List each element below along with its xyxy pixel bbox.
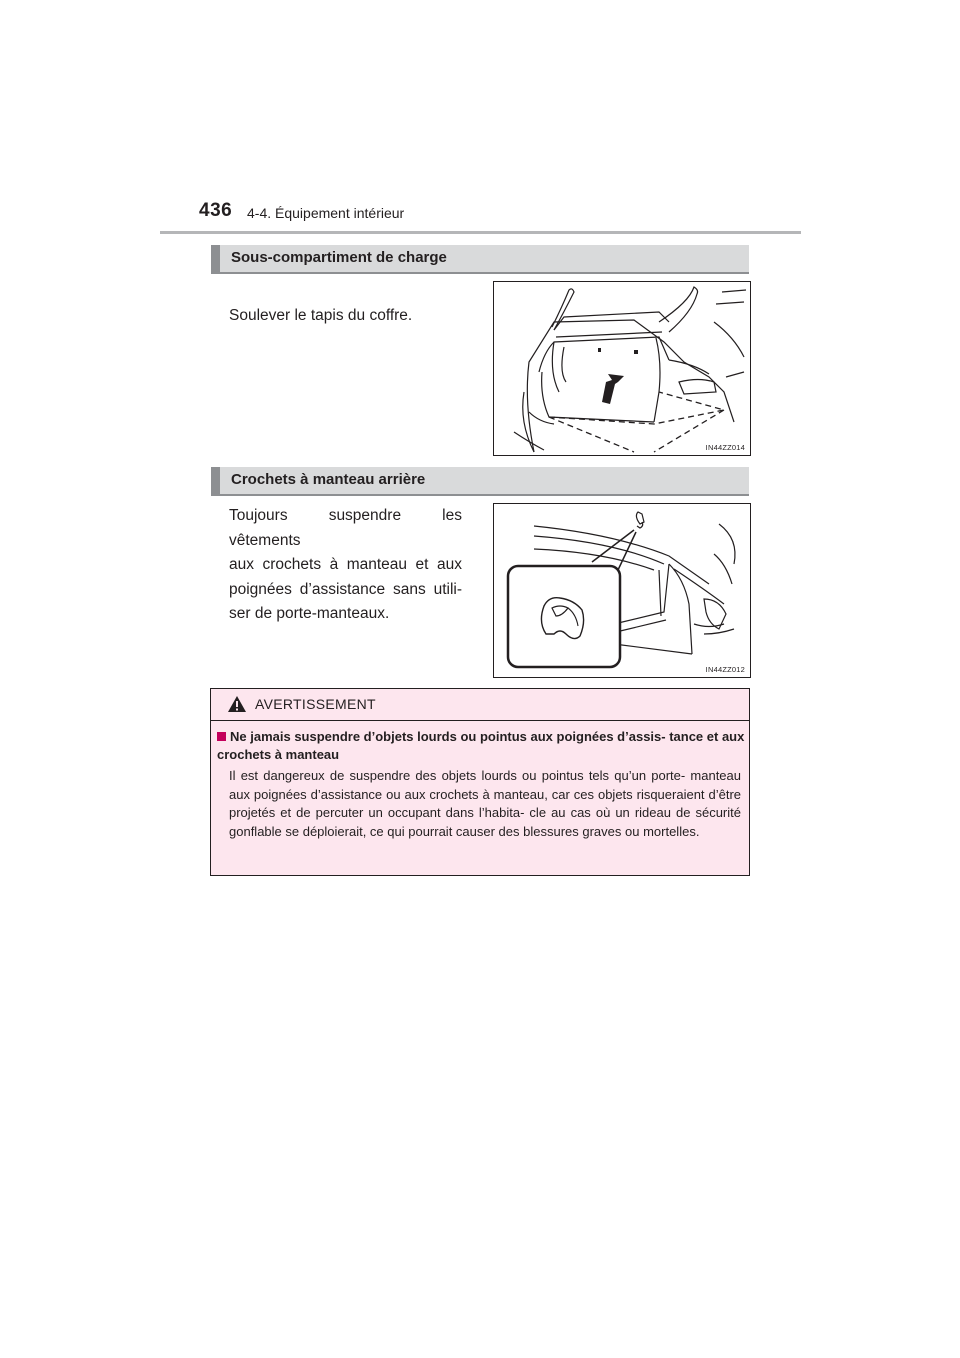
section-text-cargo: Soulever le tapis du coffre. <box>229 307 413 324</box>
heading-underline <box>211 272 749 274</box>
section-text-coat-hooks <box>229 504 462 627</box>
bullet-square-icon <box>217 732 226 741</box>
figure-code: IN44ZZ014 <box>705 443 745 452</box>
section-heading-label: Sous-compartiment de charge <box>231 249 447 266</box>
warning-bullet-heading: Ne jamais suspendre d’objets lourds ou pointus aux poignées d’assis- tance et aux crochets à manteau <box>217 729 745 762</box>
figure-coat-hook-illustration <box>493 503 751 678</box>
warning-header <box>211 689 749 721</box>
text-line: ser de porte-manteaux. <box>229 605 390 622</box>
chapter-title: 4-4. Équipement intérieur <box>247 205 405 221</box>
warning-box <box>210 688 750 876</box>
text-line: Toujours suspendre les vêtements <box>229 507 462 549</box>
page-number: 436 <box>199 200 233 221</box>
warning-triangle-icon <box>227 695 247 713</box>
section-heading-cargo <box>211 245 749 272</box>
warning-body: Il est dangereux de suspendre des objets lourds ou pointus tels qu’un porte- manteau aux poignées d’assistance ou aux crochets à manteau, car ces objets risqueraient d’être projetés et de percuter un occupant dans l’habita- cle au cas où un rideau de sécurité gonflable se déploierait, ce qui pourrait causer des blessures graves ou mortelles. <box>229 768 741 839</box>
text-line: poignées d’assistance sans utili- <box>229 580 462 598</box>
heading-underline <box>211 494 749 496</box>
coat-hook-illustration <box>494 504 750 677</box>
figure-trunk-illustration <box>493 281 751 456</box>
warning-bullet <box>217 728 745 764</box>
section-heading-label: Crochets à manteau arrière <box>231 471 426 488</box>
figure-code: IN44ZZ012 <box>705 665 745 674</box>
header-rule <box>160 231 801 234</box>
trunk-illustration <box>494 282 750 455</box>
section-heading-coat-hooks <box>211 467 749 494</box>
warning-title: AVERTISSEMENT <box>255 696 376 712</box>
text-line: aux crochets à manteau et aux <box>229 556 462 573</box>
